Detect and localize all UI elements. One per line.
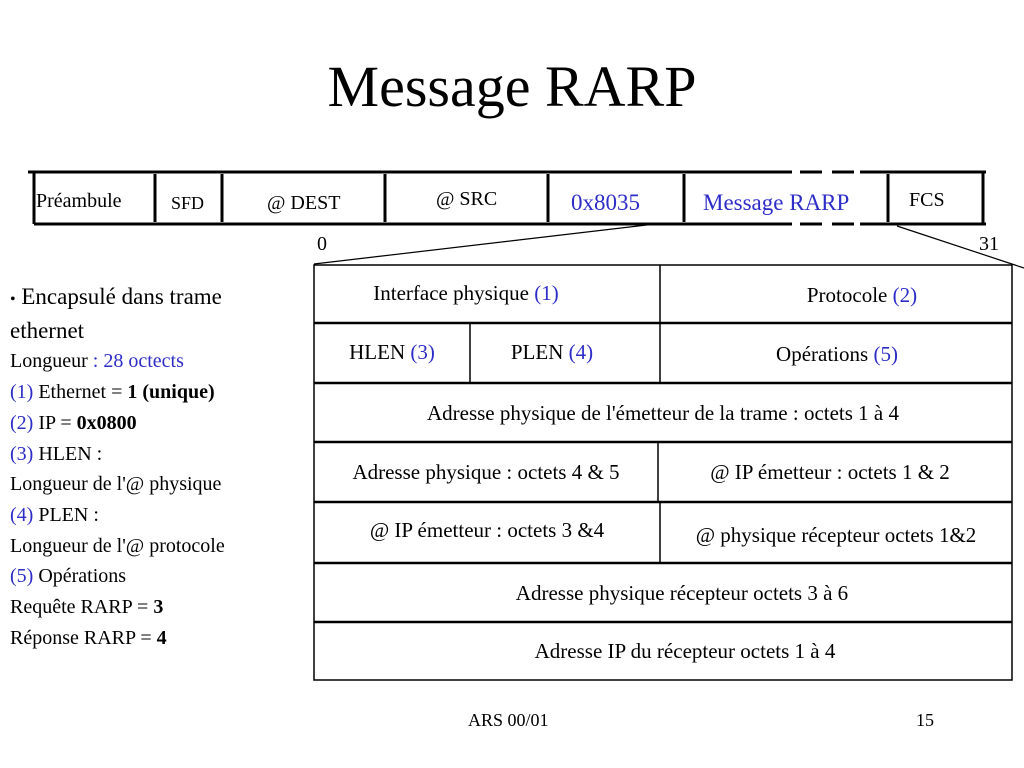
- zoom-lines: [314, 224, 1024, 268]
- note-text: Ethernet =: [38, 381, 123, 404]
- packet-cell-label: HLEN: [349, 340, 406, 364]
- packet-cell-sender-hw-4-5: [316, 444, 656, 501]
- packet-cell-label: Adresse IP du récepteur octets 1 à 4: [534, 638, 836, 663]
- bullet-glyph: •: [10, 291, 16, 308]
- packet-cell-label: @ IP émetteur : octets 1 & 2: [710, 460, 950, 484]
- note-length: [10, 346, 225, 377]
- packet-cell-sender-ip-3-4: [316, 504, 658, 556]
- packet-cell-label: @ IP émetteur : octets 3 &4: [369, 517, 605, 542]
- note-4: [10, 500, 225, 531]
- note-response: [10, 623, 225, 654]
- note-text: PLEN :: [38, 503, 99, 526]
- note-5: [10, 561, 225, 592]
- note-encapsulation-line2: ethernet: [10, 317, 85, 343]
- note-3-desc: Longueur de l'@ physique: [10, 473, 222, 496]
- note-ref: (1): [10, 381, 34, 404]
- packet-cell-hlen: [316, 325, 468, 380]
- footer-page-number: 15: [916, 710, 934, 730]
- frame-field-fcs: FCS: [909, 189, 945, 211]
- note-request: [10, 592, 225, 623]
- note-1: [10, 377, 225, 408]
- packet-cell-label: Adresse physique de l'émetteur de la trame : octets 1 à 4: [426, 400, 900, 425]
- packet-cell-target-hw-3-6: [316, 565, 1024, 621]
- note-value: 0x0800: [76, 411, 137, 434]
- note-ref: (5): [10, 565, 34, 588]
- note-ref: (4): [10, 503, 34, 526]
- frame-field-preamble: Préambule: [36, 190, 122, 212]
- frame-field-src: @ SRC: [436, 188, 498, 210]
- frame-field-dest: @ DEST: [267, 192, 341, 214]
- packet-cell-label: Opérations: [776, 341, 869, 366]
- packet-cell-label: @ physique récepteur octets 1&2: [695, 522, 977, 547]
- packet-cell-label: Adresse physique récepteur octets 3 à 6: [515, 580, 849, 605]
- frame-field-sfd: SFD: [171, 193, 205, 213]
- note-encapsulation-line1: Encapsulé dans trame: [21, 284, 222, 309]
- packet-cell-ref: (5): [873, 341, 898, 366]
- packet-cell-ref: (2): [892, 282, 918, 307]
- packet-cell-sender-hw-1-4: [316, 385, 1010, 441]
- note-value: 1 (unique): [127, 381, 215, 404]
- frame-field-rarp-message: Message RARP: [703, 190, 850, 215]
- packet-cell-label: PLEN: [510, 340, 564, 364]
- note-ref: (3): [10, 442, 34, 465]
- packet-cell-plen: [472, 325, 632, 380]
- note-ref: (2): [10, 411, 34, 434]
- packet-cell-target-ip: [316, 624, 1024, 678]
- slide-title: Message RARP: [327, 54, 697, 119]
- packet-cell-ref: (1): [534, 281, 559, 305]
- packet-cell-hardware-type: [316, 267, 616, 319]
- packet-cell-label: Adresse physique : octets 4 & 5: [352, 460, 620, 484]
- footer-course: ARS 00/01: [468, 710, 549, 730]
- packet-cell-sender-ip-1-2: [660, 444, 1000, 501]
- note-3: [10, 439, 225, 470]
- note-value: 4: [156, 626, 167, 649]
- packet-cell-label: Interface physique: [373, 281, 529, 305]
- packet-cell-ref: (3): [410, 340, 435, 364]
- packet-cell-protocol-type: [662, 267, 1024, 323]
- bit-start-label: 0: [317, 233, 327, 255]
- note-text: Opérations: [38, 565, 127, 588]
- notes-panel: [10, 282, 225, 653]
- bit-end-label: 31: [979, 233, 999, 255]
- note-2: [10, 408, 225, 439]
- note-length-value: : 28 octects: [92, 350, 184, 373]
- note-4-desc: Longueur de l'@ protocole: [10, 534, 225, 557]
- note-encapsulation: [10, 282, 225, 316]
- note-length-label: Longueur: [10, 350, 88, 373]
- packet-cell-label: Protocole: [806, 282, 888, 307]
- packet-cell-ref: (4): [568, 340, 594, 364]
- note-text: HLEN :: [38, 442, 103, 465]
- note-text: IP =: [38, 411, 72, 434]
- packet-cell-target-hw-1-2: [662, 508, 1010, 562]
- note-text: Requête RARP =: [10, 596, 149, 619]
- frame-field-ethertype: 0x8035: [571, 190, 640, 215]
- note-text: Réponse RARP =: [10, 626, 152, 649]
- note-value: 3: [153, 596, 164, 619]
- packet-cell-operation: [662, 325, 1012, 383]
